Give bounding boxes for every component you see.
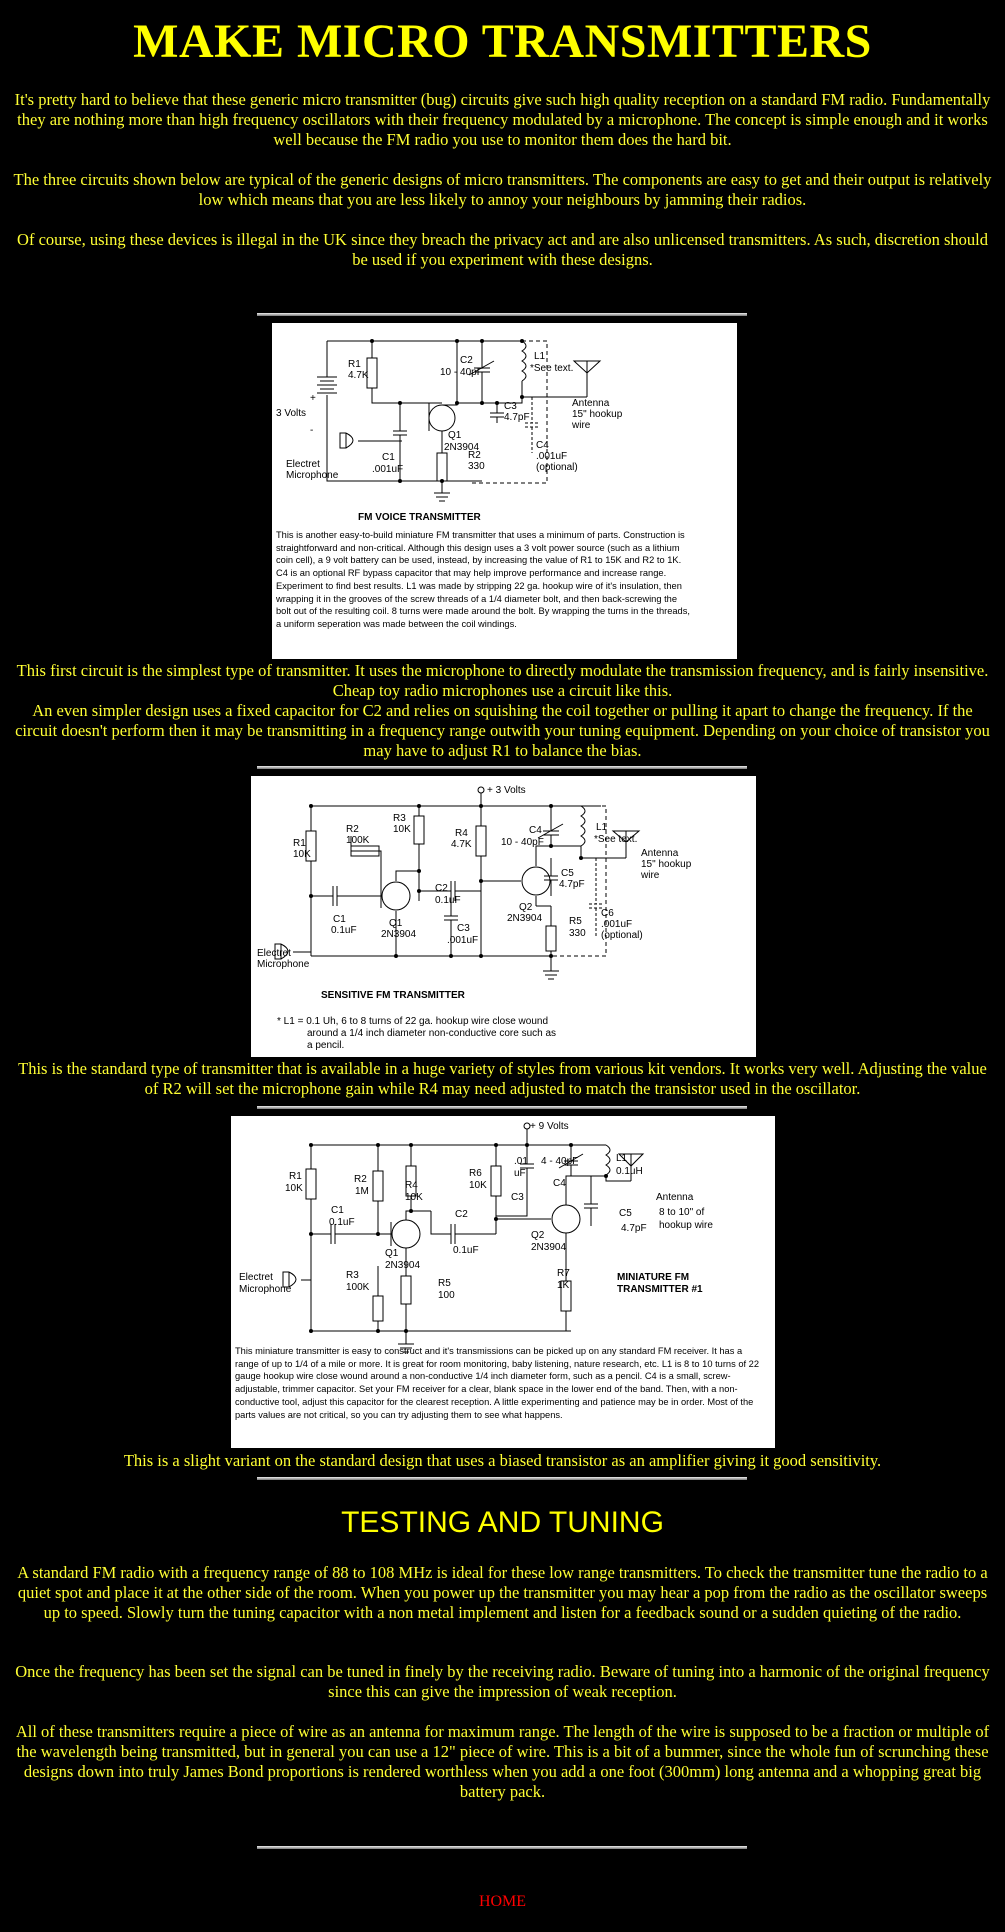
r2-value: 1M <box>355 1186 369 1197</box>
intro-paragraph-1: It's pretty hard to believe that these generic micro transmitter (bug) circuits give such high quality reception on a standard FM radio. Fundamentally they are nothing more than high frequency oscillators with their frequency modulated by a microphone. The concept is simple enough and it works well because the FM radio you use to monitor them does the hard bit. <box>14 90 991 149</box>
q1-label: Q1 <box>385 1248 399 1259</box>
figure-note-2: around a 1/4 inch diameter non-conductive core such as <box>307 1028 557 1039</box>
figure-caption: This is another easy-to-build miniature FM transmitter that uses a minimum of parts. Construction is straightforward and non-critical. Although this design uses a 3 volt power source (such as a lithium coin cell), a 9 volt battery can be used, instead, by increasing the value of R1 to 15K and R2 to 1K. C4 is an optional RF bypass capacitor that may help improve performance and increase range. Experiment to find best results. L1 was made by stripping 22 ga. hookup wire of it's insulation, then wrapping it in the grooves of the screw threads of a 1/4 diameter bolt, and then back-screwing the bolt out of the resulting coil. 8 turns were made around the bolt. By wrapping the turns in the threads, a uniform seperation was made between the coil windings. <box>276 530 690 629</box>
r3-label: R3 <box>346 1270 359 1281</box>
r5-label: R5 <box>569 916 582 927</box>
r4-label: R4 <box>405 1180 418 1191</box>
r6-label: R6 <box>469 1168 482 1179</box>
r1-label: R1 <box>293 838 306 849</box>
mic-label-2: Microphone <box>286 470 339 481</box>
r2-label: R2 <box>346 824 359 835</box>
c3-label: C3 <box>457 923 470 934</box>
l1-label: L1 <box>616 1153 628 1164</box>
r1-label: R1 <box>289 1171 302 1182</box>
c6-optional: (optional) <box>601 930 643 941</box>
figure-title: FM VOICE TRANSMITTER <box>358 512 481 523</box>
c5-label: C5 <box>561 868 574 879</box>
c1-value: 0.1uF <box>331 925 357 936</box>
c4-value: 4 - 40pF <box>541 1156 579 1167</box>
r4-value: 4.7K <box>451 839 472 850</box>
c3-label: C3 <box>511 1192 524 1203</box>
r4-value: 10K <box>405 1192 423 1203</box>
antenna-label: Antenna <box>572 398 610 409</box>
r3-value: 100K <box>346 1282 370 1293</box>
c2-value: 0.1uF <box>453 1245 479 1256</box>
c4-label: C4 <box>553 1178 566 1189</box>
testing-paragraph-3: All of these transmitters require a piece of wire as an antenna for maximum range. The length of the wire is supposed to be a fraction or multiple of the wavelength being transmitted, but in general you can use a 12" piece of wire. This is a bit of a bummer, since the whole fun of scrunching these designs down into truly James Bond proportions is rendered worthless when you add a one foot (300mm) long antenna and a whopping great big battery pack. <box>15 1722 990 1801</box>
c6-label: C6 <box>601 908 614 919</box>
figure-caption: This miniature transmitter is easy to construct and it's transmissions can be picked up on any standard FM receiver. It has a range of up to 1/4 of a mile or more. It is great for room monitoring, baby listening, nature research, etc. L1 is 8 to 10 turns of 22 gauge hookup wire close wound around a non-conductive 1/4 inch diameter form, such as a pencil. C4 is a small, screw-adjustable, trimmer capacitor. Set your FM receiver for a clear, blank space in the lower end of the band. Then, with a non-conductive tool, adjust this capacitor for the clearest reception. A little experimenting and patience may be in order. Most of the parts values are not critical, so you can try adjusting them to see what happens. <box>235 1346 759 1420</box>
intro-paragraph-3: Of course, using these devices is illegal in the UK since they breach the privacy act and are also unlicensed transmitters. As such, discretion should be used if you experiment with these designs. <box>17 230 988 269</box>
l1-note: *See text. <box>530 363 574 374</box>
c4-value: .001uF <box>536 451 568 462</box>
r1-value: 10K <box>285 1183 303 1194</box>
mic-label-2: Microphone <box>257 959 310 970</box>
testing-paragraph-1: A standard FM radio with a frequency range of 88 to 108 MHz is ideal for these low range transmitters. To check the transmitter tune the radio to a quiet spot and place it at the other side of the room. When you power up the transmitter you may hear a pop from the radio as the oscillator sweeps up to speed. Slowly turn the tuning capacitor with a non metal implement and listen for a feedback sound or a sudden quieting of the radio. <box>17 1563 988 1622</box>
q1-value: 2N3904 <box>385 1260 421 1271</box>
intro-paragraph-2: The three circuits shown below are typical of the generic designs of micro transmitters. The components are easy to get and their output is relatively low which means that you are less likely to annoy your neighbours by jamming their radios. <box>13 170 992 209</box>
antenna-label: Antenna <box>656 1192 694 1203</box>
c5-value: 4.7pF <box>559 879 585 890</box>
r2-value: 100K <box>346 835 370 846</box>
c5-value: 4.7pF <box>621 1223 647 1234</box>
antenna-label: Antenna <box>641 848 679 859</box>
c5-label: C5 <box>619 1208 632 1219</box>
testing-heading: TESTING AND TUNING <box>341 1506 664 1539</box>
antenna-detail-2: hookup wire <box>659 1220 713 1231</box>
figure-note-1: * L1 = 0.1 Uh, 6 to 8 turns of 22 ga. hookup wire close wound <box>277 1016 549 1027</box>
r7-label: R7 <box>557 1268 570 1279</box>
c1-value: 0.1uF <box>329 1217 355 1228</box>
r1-value: 10K <box>293 849 311 860</box>
l1-note: *See text. <box>594 834 638 845</box>
q2-value: 2N3904 <box>531 1242 567 1253</box>
r5-label: R5 <box>438 1278 451 1289</box>
divider <box>257 1106 747 1109</box>
mic-label-2: Microphone <box>239 1284 292 1295</box>
r2-value: 330 <box>468 461 485 472</box>
c4-label: C4 <box>529 825 542 836</box>
q1-value: 2N3904 <box>381 929 417 940</box>
r2-label: R2 <box>468 450 481 461</box>
c2-value: 10 - 40pF <box>440 367 483 378</box>
antenna-detail-1: 15" hookup <box>572 409 623 420</box>
supply-label: + 3 Volts <box>487 785 526 796</box>
r1-value: 4.7K <box>348 370 369 381</box>
antenna-detail-2: wire <box>572 420 591 431</box>
circuit3-description: This is a slight variant on the standard design that uses a biased transistor as an amplifier giving it good sensitivity. <box>123 1451 882 1470</box>
r7-value: 1K <box>557 1280 570 1291</box>
c2-label: C2 <box>435 883 448 894</box>
c4-label: C4 <box>536 440 549 451</box>
l1-label: L1 <box>534 351 546 362</box>
circuit1-notes: An even simpler design uses a fixed capacitor for C2 and relies on squishing the coil together or pulling it apart to change the frequency. If the circuit doesn't perform then it may be transmitting in a frequency range outwith your tuning equipment. Depending on your choice of transistor you may have to adjust R1 to balance the bias. <box>15 701 990 760</box>
c2-label: C2 <box>460 355 473 366</box>
mic-label-1: Electret <box>257 948 291 959</box>
antenna-detail-1: 15" hookup <box>641 859 692 870</box>
c2-value: 0.1uF <box>435 895 461 906</box>
fm-voice-transmitter-figure <box>272 323 737 659</box>
c4-optional: (optional) <box>536 462 578 473</box>
r5-value: 100 <box>438 1290 455 1301</box>
l1-value: 0.1uH <box>616 1166 643 1177</box>
battery-label: 3 Volts <box>276 408 307 419</box>
antenna-detail-1: 8 to 10" of <box>659 1207 705 1218</box>
c3-label: C3 <box>504 401 517 412</box>
supply-label: + 9 Volts <box>530 1121 569 1132</box>
divider <box>257 313 747 316</box>
c1-label: C1 <box>331 1205 344 1216</box>
antenna-detail-2: wire <box>641 870 660 881</box>
c4-value: 10 - 40pF <box>501 837 544 848</box>
q1-label: Q1 <box>448 430 462 441</box>
circuit2-description: This is the standard type of transmitter that is available in a huge variety of styles from various kit vendors. It works very well. Adjusting the value of R2 will set the microphone gain while R4 may need adjusted to match the transistor used in the oscillator. <box>18 1059 987 1098</box>
battery-minus: - <box>310 425 314 436</box>
testing-paragraph-2: Once the frequency has been set the signal can be tuned in finely by the receiving radio. Beware of tuning into a harmonic of the original frequency since this can give the impression of weak reception. <box>15 1662 990 1701</box>
c3-unit: uF <box>514 1168 526 1179</box>
home-link[interactable]: HOME <box>478 1893 527 1910</box>
c6-value: .001uF <box>601 919 633 930</box>
page-title: MAKE MICRO TRANSMITTERS <box>133 15 872 68</box>
r6-value: 10K <box>469 1180 487 1191</box>
figure-title-line-1: MINIATURE FM <box>617 1272 690 1283</box>
c1-label: C1 <box>382 452 395 463</box>
l1-label: L1 <box>596 822 608 833</box>
circuit1-description: This first circuit is the simplest type of transmitter. It uses the microphone to directly modulate the transmission frequency, and is fairly insensitive. Cheap toy radio microphones use a circuit like this. <box>16 661 989 700</box>
figure-note-3: a pencil. <box>307 1040 345 1051</box>
figure-title: SENSITIVE FM TRANSMITTER <box>321 990 465 1001</box>
figure-title-line-2: TRANSMITTER #1 <box>617 1284 703 1295</box>
r5-value: 330 <box>569 928 586 939</box>
q2-label: Q2 <box>531 1230 545 1241</box>
r3-value: 10K <box>393 824 411 835</box>
mic-label-1: Electret <box>239 1272 273 1283</box>
q1-label: Q1 <box>389 918 403 929</box>
c3-value: 4.7pF <box>504 412 530 423</box>
q2-value: 2N3904 <box>507 913 543 924</box>
divider <box>257 1477 747 1480</box>
c1-label: C1 <box>333 914 346 925</box>
sensitive-fm-transmitter-figure <box>251 776 756 1057</box>
c1-value: .001uF <box>372 464 404 475</box>
q1-value: 2N3904 <box>444 442 480 453</box>
c3-value: .001uF <box>447 935 479 946</box>
r4-label: R4 <box>455 828 468 839</box>
c3-value: .01 <box>514 1156 528 1167</box>
divider <box>257 1846 747 1849</box>
battery-plus: + <box>310 393 316 404</box>
q2-label: Q2 <box>519 902 533 913</box>
divider <box>257 766 747 769</box>
r2-label: R2 <box>354 1174 367 1185</box>
miniature-fm-transmitter-figure <box>231 1116 775 1448</box>
r3-label: R3 <box>393 813 406 824</box>
r1-label: R1 <box>348 359 361 370</box>
sensitive-fm-transmitter-schematic <box>251 776 756 1057</box>
c2-label: C2 <box>455 1209 468 1220</box>
mic-label-1: Electret <box>286 459 320 470</box>
